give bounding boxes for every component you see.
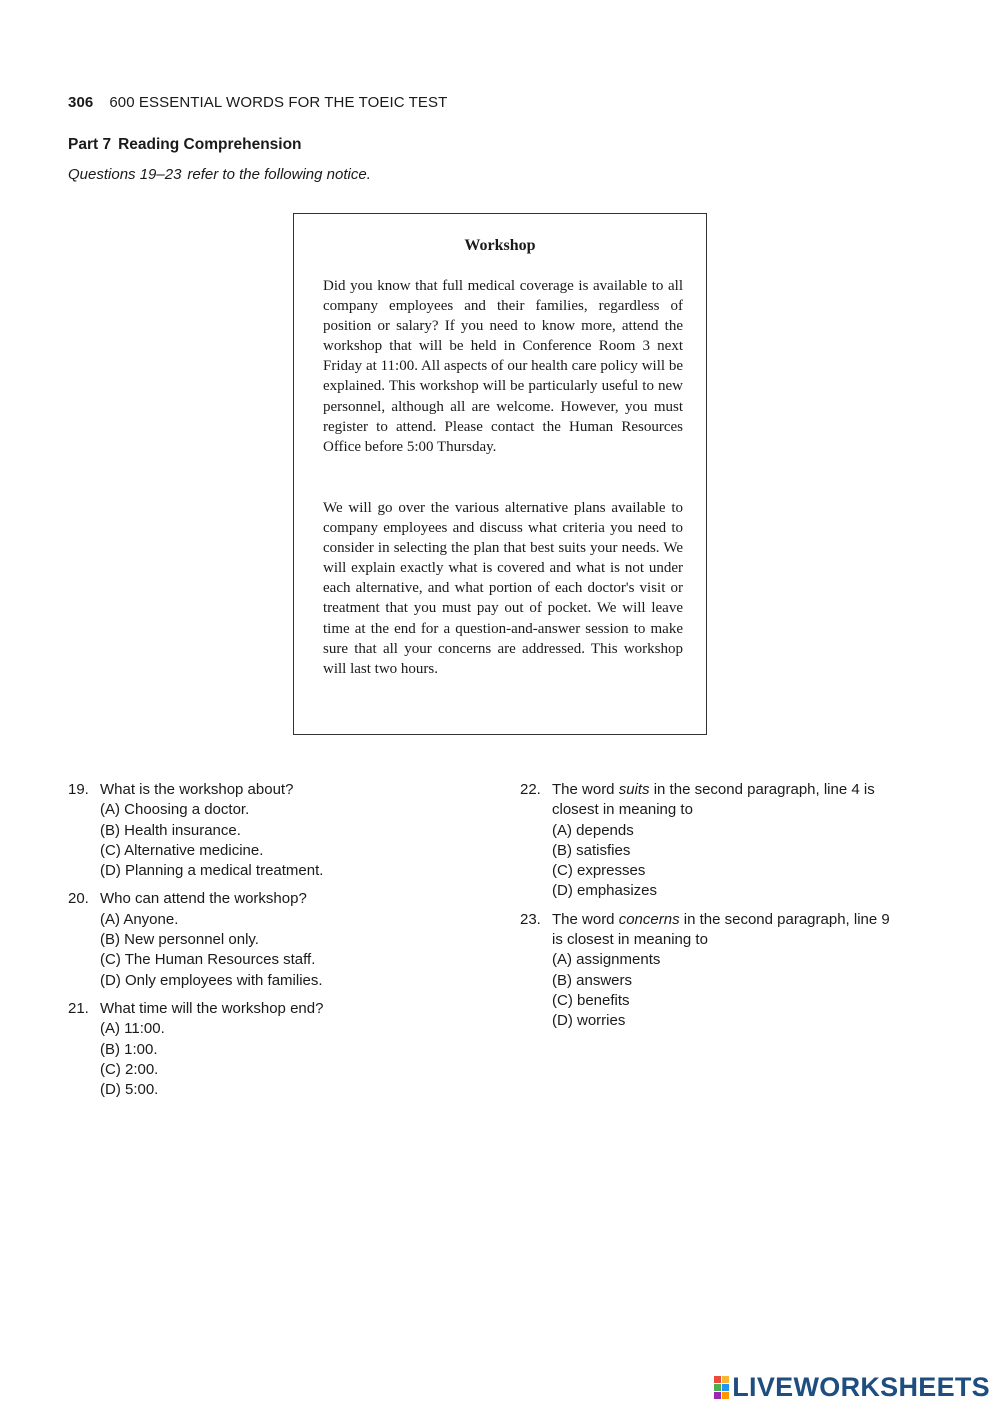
question-number: 22. — [520, 781, 541, 798]
question-22 — [520, 780, 940, 902]
question-text-end: in the second paragraph, line 9 — [683, 910, 890, 928]
question-number: 19. — [68, 781, 89, 798]
question-text: What is the workshop about? — [100, 781, 294, 798]
question-text — [552, 910, 940, 930]
part-heading — [68, 136, 302, 154]
question-number: 23. — [520, 910, 541, 928]
notice-box — [293, 213, 707, 735]
book-title: 600 ESSENTIAL WORDS FOR THE TOEIC TEST — [109, 94, 448, 111]
answer-option-c[interactable]: (C) The Human Resources staff. — [100, 951, 316, 969]
question-number: 21. — [68, 999, 89, 1017]
question-keyword: suits — [618, 781, 650, 798]
question-text: Who can attend the workshop? — [100, 890, 307, 908]
page-number: 306 — [68, 94, 94, 111]
question-text-end: in the second paragraph, line 4 is — [653, 781, 875, 798]
question-20 — [68, 889, 478, 990]
answer-option-a[interactable]: (A) assignments — [552, 951, 661, 969]
instructions — [68, 166, 371, 183]
liveworksheets-logo-icon — [714, 1376, 729, 1399]
answer-option-a[interactable]: (A) depends — [552, 821, 634, 839]
question-19 — [68, 780, 478, 881]
answer-option-c[interactable]: (C) expresses — [552, 862, 646, 880]
logo-tile — [714, 1392, 721, 1399]
question-text-start: The word — [552, 910, 615, 928]
answer-option-b[interactable]: (B) New personnel only. — [100, 931, 259, 949]
logo-tile — [722, 1376, 729, 1383]
question-text-line2: is closest in meaning to — [552, 931, 708, 949]
question-range: Questions 19–23 — [68, 166, 182, 183]
logo-tile — [714, 1384, 721, 1391]
logo-tile — [722, 1384, 729, 1391]
answer-option-c[interactable]: (C) benefits — [552, 991, 630, 1009]
question-text-start: The word — [552, 781, 615, 798]
answer-option-b[interactable]: (B) 1:00. — [100, 1040, 158, 1058]
liveworksheets-brand[interactable] — [714, 1372, 990, 1403]
logo-tile — [714, 1376, 721, 1383]
question-21 — [68, 999, 478, 1100]
answer-option-a[interactable]: (A) Choosing a doctor. — [100, 801, 250, 819]
notice-paragraph: We will go over the various alternative plans available to company employees and discuss what criteria you need to consider in selecting the plan that best suits your needs. We will explain exactly what is covered and what is not under each alternative, and what portion of each doctor's visit or treatment that you must pay out of pocket. We will leave time at the end for a question-and-answer session to make sure that all your concerns are addressed. This workshop will last two hours. — [323, 500, 683, 677]
question-text — [552, 780, 940, 800]
answer-option-c[interactable]: (C) 2:00. — [100, 1060, 159, 1078]
questions-right-column — [520, 780, 940, 1040]
answer-option-d[interactable]: (D) 5:00. — [100, 1081, 159, 1099]
answer-option-b[interactable]: (B) satisfies — [552, 841, 631, 859]
question-keyword: concerns — [618, 910, 680, 928]
question-text: What time will the workshop end? — [100, 999, 324, 1017]
answer-option-a[interactable]: (A) 11:00. — [100, 1020, 165, 1038]
part-label: Part 7 — [68, 136, 112, 153]
answer-option-b[interactable]: (B) Health insurance. — [100, 821, 241, 839]
page-header — [68, 94, 447, 111]
question-23 — [520, 910, 940, 1032]
brand-text: LIVEWORKSHEETS — [732, 1372, 990, 1402]
question-number: 20. — [68, 890, 89, 908]
notice-title: Workshop — [464, 237, 536, 254]
questions-left-column — [68, 780, 478, 1108]
answer-option-d[interactable]: (D) emphasizes — [552, 882, 658, 900]
answer-option-d[interactable]: (D) Planning a medical treatment. — [100, 862, 324, 880]
answer-option-d[interactable]: (D) worries — [552, 1012, 626, 1030]
logo-tile — [722, 1392, 729, 1399]
answer-option-b[interactable]: (B) answers — [552, 971, 633, 989]
answer-option-a[interactable]: (A) Anyone. — [100, 910, 179, 928]
notice-paragraph: Did you know that full medical coverage is available to all company employees and their families, regardless of position or salary? If you need to know more, attend the workshop that will be held in Conference Room 3 next Friday at 11:00. All aspects of our health care policy will be explained. This workshop will be particularly useful to new personnel, although all are welcome. However, you must register to attend. Please contact the Human Resources Office before 5:00 Thursday. — [323, 278, 683, 455]
question-text-line2: closest in meaning to — [552, 801, 693, 819]
part-title: Reading Comprehension — [118, 136, 302, 153]
answer-option-c[interactable]: (C) Alternative medicine. — [100, 841, 264, 859]
answer-option-d[interactable]: (D) Only employees with families. — [100, 971, 323, 989]
instructions-text: refer to the following notice. — [187, 166, 371, 183]
